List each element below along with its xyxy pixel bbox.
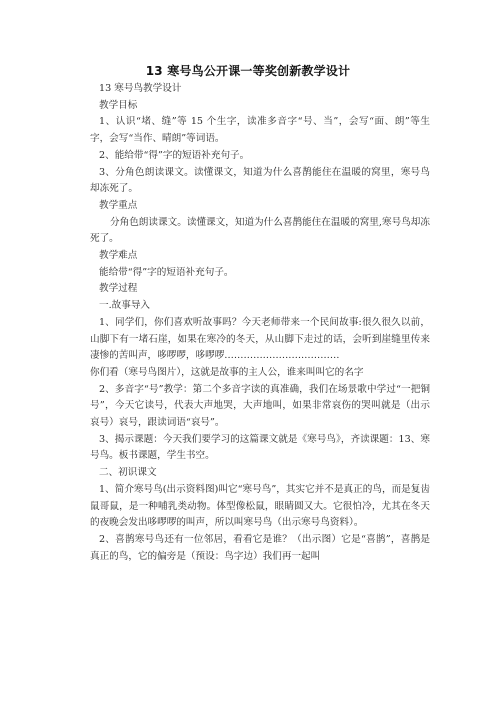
document-title: 13 寒号鸟公开课一等奖创新教学设计 — [145, 64, 351, 78]
process-paragraph: 2、喜鹊寒号鸟还有一位邻居，看看它是谁？（出示图）它是“喜鹊”，喜鹊是真正的鸟，它的偏旁是（预设：鸟字边）我们再一起叫 — [90, 533, 430, 562]
objective-item-1: 1、认识“堵、缝”等 15 个生字，读准多音字“号、当”，会写“面、朗”等生字，会写“当作、晴朗”等词语。 — [90, 116, 430, 145]
objective-item-2: 2、能给带“得”字的短语补充句子。 — [99, 149, 250, 161]
process-step-intro-heading: 一.故事导入 — [99, 300, 151, 312]
document-body — [90, 81, 430, 565]
process-paragraph: 1、简介寒号鸟(出示资料图)叫它“寒号鸟”，其实它并不是真正的鸟，而是复齿鼠哥鼠，是一种哺乳类动物。体型像松鼠，眼睛圆又大。它很怕冷，尤其在冬天的夜晚会发出哆啰啰的叫声，所以叫寒号鸟（出示寒号鸟资料）。 — [90, 483, 430, 529]
section-heading-difficulties: 教学难点 — [99, 250, 138, 262]
section-heading-objectives: 教学目标 — [99, 99, 138, 111]
process-paragraph: 3、揭示课题：今天我们要学习的这篇课文就是《寒号鸟》，齐读课题：13、寒号鸟。板书课题，学生书空。 — [90, 433, 430, 462]
process-paragraph: 你们看（寒号鸟图片），这就是故事的主人公，谁来叫叫它的名字 — [90, 366, 364, 378]
objective-item-3: 3、分角色朗读课文。读懂课文，知道为什么喜鹊能住在温暖的窝里，寒号鸟却冻死了。 — [90, 166, 430, 195]
doc-subtitle: 13 寒号鸟教学设计 — [99, 83, 182, 94]
section-heading-process: 教学过程 — [99, 283, 138, 295]
process-paragraph: 2、多音字“号”教学：第二个多音字读的真准确，我们在场景歌中学过“一把铜号”，今天它读号，代表大声地哭，大声地叫，如果非常哀伤的哭叫就是（出示哀号）哀号，跟读词语“哀号”。 — [90, 383, 430, 429]
process-step-reading-heading: 二、初识课文 — [99, 467, 157, 479]
key-points-text: 分角色朗读课文。读懂课文，知道为什么喜鹊能住在温暖的窝里,寒号鸟却冻死了。 — [90, 216, 430, 245]
section-heading-key-points: 教学重点 — [99, 199, 138, 211]
process-paragraph: 1、同学们，你们喜欢听故事吗？今天老师带来一个民间故事:很久很久以前，山脚下有一堵石崖，如果在寒冷的冬天，从山脚下走过的话，会听到崖缝里传来凄惨的苦叫声，哆啰啰，哆啰啰……………………………… — [90, 316, 430, 362]
difficulties-text: 能给带“得”字的短语补充句子。 — [99, 266, 234, 278]
